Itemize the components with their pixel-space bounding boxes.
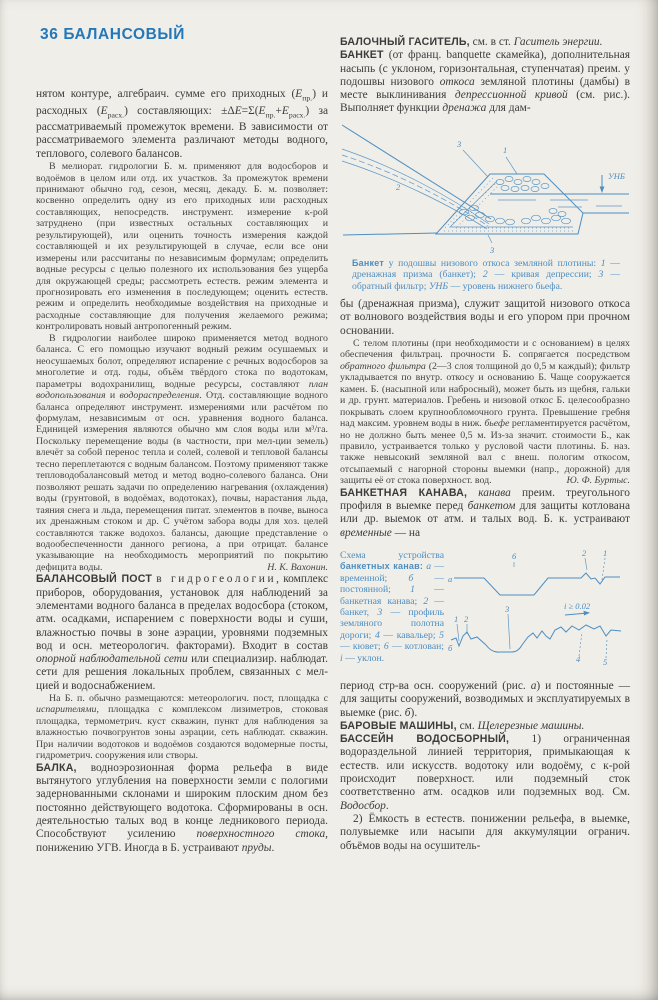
text-run: Банкет [352,257,384,268]
fig2-label-2b: 2 [464,613,469,624]
left-column [36,88,328,855]
text-run: а [426,561,432,573]
profile-b-line [451,625,621,652]
fig2-label-1b: 1 [454,613,459,624]
text-run: , площадка с комплексом лизиметров, стоковая площадка, термометрич. куст скважин, пункт для наблюдения за влажностью почвогрунтов зоны аэрации, сеть наблюдат. скважин. При наличии водотоков и водоёмов создаются водомерные посты, гидрометрич. сооружения или створы. [36,704,328,762]
text-run: б [404,706,411,719]
text-run: или специализир. наблюдат. сети для решения локальных проблем, связанных с мел-цией и водоснабжением. [36,653,328,692]
profile-a-line [454,573,620,595]
text-run: В мелиорат. гидрологии Б. м. применяют для водосборов и водоёмов в целом или отд. их участков. За промежуток времени принимают обычно год, сезон, месяц, декаду. Б. м. позволяет: косвенно определить одну из его приходных или расходных составляющих, непосредств. инструмент. измерение к-рой затруднено (при известных остальных составляющих и результирующей), или оценить точность измерения каждой составляющей и их результирующей в случае, если все они измерены или рассчитаны по независимым формулам; определить водные ресурсы с целью полезного их использования без ущерба для окружающей среды; рассмотреть естеств. режим элемента и прогнозировать его изменения в последующем; оценить естеств. режим и определить необходимые воздействия на приходные и расходные составляющие для получения желаемого режима; контролировать новый антропогенный режим. [36,161,328,333]
text-run: 5 [439,629,445,641]
fig2-caption-block [340,548,444,664]
leader-5 [606,639,607,658]
figure-banket-ditch-schemes [340,548,630,674]
text-run: — банкетная канава; [340,584,444,607]
text-run: водораспределения [119,390,200,402]
text-run: расх. [288,109,306,119]
text-run: i [340,652,343,664]
text-run: Е [100,104,108,117]
text-run: . Отд. составляющие водного баланса определяют инструмент. измерениями или расчётом по формулам, независимым от осн. уравнения водного баланса. Единицей измерения являются обычно мм слоя воды или м³/га. Поскольку перемещение воды (в частности, при мел-ции земель) влечёт за собой перенос тепла и солей, солевой и тепловой балансы тесно переплетаются с водным балансом. Поэтому применяют также тепловодобалансовый метод и метод водно-солевого баланса. Они позволяют решать задачи по определению нагревания (охлаждения) воды (грунтовой, в водоёмах, водотоках), почвы, нарастания льда, таяния снега и льда, перемещения питат. элементов в почве, выноса их дренажным стоком и др. С учётом забора воды для хоз. целей составляются также водохоз. балансы, дающие представление о водообеспеченности данного региона, а при отрицат. балансе указывающие на необходимость мероприятий по покрытию дефицита воды. [36,390,328,573]
text-run: 2) Ёмкость в естеств. понижении рельефа, в выемке, полувыемке или насыпи для аккумуляции огранич. объёмов воды на осушитель- [340,812,630,852]
text-run: С телом плотины (при необходимости и с основанием) в целях обеспечения фильтрац. прочности Б. сопрягается посредством [340,337,630,361]
text-run: — обратный фильтр; [352,269,621,292]
fig1-label-2: 2 [396,181,401,192]
right-column-top [340,36,630,116]
text-run: в гидрогеологии [156,573,277,586]
text-run: — уровень нижнего бьефа. [448,280,563,292]
text-run: обратного фильтра [340,360,426,372]
slope-arrow-head [584,611,591,616]
fig2-label-1a: 1 [603,547,608,558]
fig1-label-unb: УНБ [608,170,625,181]
text-run: — дренажная призма (банкет); [352,257,620,281]
text-run: б [408,572,414,584]
depression-curve-dashed [342,155,488,226]
entry-balochnyj-gasitel [340,36,630,49]
right-column-bottom [340,680,630,853]
text-run: пр. [302,93,313,103]
water-hatch-dashes [498,200,622,207]
fig1-label-3-top: 3 [457,138,462,149]
text-run: БАРОВЫЕ МАШИНЫ, [340,719,457,732]
entry-banketnaya-kanava [340,487,630,540]
text-run: расх. [107,109,125,119]
fig2-label-b: б [448,642,453,653]
banket-diagram [340,122,630,256]
entry-banket [340,49,630,115]
text-run: пруды [241,841,272,854]
text-run: БАЛКА, [36,761,77,774]
text-run: 2 [423,595,429,607]
banket-ditch-profiles [448,548,630,674]
text-run: Е [281,104,289,117]
running-head-keyword: БАЛАНСОВЫЙ [63,26,185,43]
text-run: — временной; [340,561,445,584]
text-run: Е [295,88,303,100]
page-number: 36 [40,26,59,43]
text-run [467,487,478,499]
text-run: бьефе [484,418,510,430]
entry-bassejn-vodosbornyj [340,733,630,813]
leader-3b [508,614,510,649]
fig1-label-1: 1 [503,144,508,155]
text-run: , комплекс приборов, оборудования, установок для наблюдений за элементами водного баланса в пределах водосбора (стоком, атм. осадками, испарением с поверхности воды и суши, влажностью почвы в зоне аэрации, уровнями подземных вод и осн. метеорологич. факторами). Входит в состав [36,573,328,652]
text-run: УНБ [428,280,449,292]
text-run: Н. К. Вахонин. [267,561,328,573]
text-run: банкетных канав: [340,561,424,572]
text-run: ) и постоянные — для защиты сооружений, возводимых и эксплуатируемых в выемке (рис. [340,679,630,719]
leader-4 [579,632,582,656]
text-run: — кавальер; [379,629,440,641]
leader-2a [585,558,587,570]
text-run: и [105,390,120,402]
leader-1a [602,558,605,580]
text-run: (см. рис.). Выполняет функции [340,89,630,115]
text-run: Водосбор [340,799,386,812]
filter-band-dots-2 [444,228,575,231]
text-run: (от франц. banquette скамейка), дополнительная насыпь (с уклоном, горизонтальная, ступенчатая) преим. у подошвы низового [340,49,630,88]
text-run: канава [478,486,511,499]
fig1-caption-block [352,258,620,292]
text-run: На Б. п. обычно размещаются: метеорологич. пост, площадка с [49,693,328,705]
fig2-label-3: 3 [505,603,510,614]
text-run: + [275,104,282,117]
text-run: Ю. Ф. Буртыс. [566,475,630,487]
entry-balka [36,762,328,855]
text-run: для защиты котлована или др. выемок от атм. и талых вод. Б. к. устраивают [340,500,631,526]
right-column-mid [340,298,630,540]
text-run: 1 [600,257,606,269]
fig2-label-6: 6 [512,550,517,561]
text-run: 4 [374,629,380,641]
text-run: 2 [482,269,488,281]
text-run: испарителями [36,704,97,716]
text-run: — кювет; [340,641,384,653]
text-run: — котлован; [388,641,444,653]
text-run: пр. [265,109,276,119]
text-run: бы (дренажная призма), служит защитой низового откоса от волнового воздействия воды и его упором при прочном основании. [340,298,630,337]
text-run: Е [258,104,266,117]
para-kanava-continuation [340,680,630,720]
text-run: 3 [377,607,383,618]
text-run: банкетом [467,500,516,513]
fig1-label-3-bottom: 3 [490,244,495,255]
text-run: 3 [598,269,604,281]
text-run: Е [234,104,242,117]
text-run: (2—3 слоя толщиной до 0,5 м каждый); фильтр укладывается по внутр. откосу и основанию Б. Чаще сооружается камен. Б. (насыпной или набросный), может быть из щебня, гальки и др. грунт. материалов. Гребень и низовой откос Б. целесообразно покрывать слоем крупнообломочного грунта. Превышение гребня над максим. уровнем воды в ниж. [340,360,631,430]
text-run: =Σ( [241,104,259,117]
text-run: БАЛАНСОВЫЙ ПОСТ [36,573,153,586]
text-run: Схема устройства [340,549,444,561]
right-column [340,36,630,853]
text-run: откоса [439,75,475,88]
text-run: 1 [410,584,416,596]
leader-1b [457,624,459,641]
para-bassejn-2 [340,813,630,853]
fig1-caption [352,258,620,292]
para-balance-method-continuation [36,88,328,161]
text-run: регламентируется расчётом, но не должно быть менее 0,5 м. Из-за значит. стоимости Б., как правило, устраивается только у русловой части плотины. Б. наз. также невысокий земляной вал с внеш. пологим откосом, отсыпаемый с нагорной стороны выемки (напр., дорожной) для защиты её от стока поверхност. вод. [340,418,631,487]
entry-barovye-mashiny [340,720,630,733]
text-run: — банкет, [340,595,444,618]
text-run: ). [410,706,418,719]
text-run: план водопользования [36,378,328,402]
fig2-label-a: а [448,573,453,584]
ground-line-left [343,233,437,235]
figure-banket-dam-cross-section [340,122,630,292]
leader-3-bottom [488,235,492,243]
entry-balansovyj-post [36,573,328,693]
text-run: В гидрологии наиболее широко применяется метод водного баланса. С его помощью изучают водный режим осушаемых и неосушаемых болот, определяют испарение с речных водосборов за многолетие и отд. годы, объём твёрдого стока по водотокам, параметры водохранилищ, водные ресурсы, составляют [36,332,328,390]
text-run: период стр-ва осн. сооружений (рис. [340,679,531,692]
leader-1 [506,157,517,174]
text-run: Гаситель энергии. [513,36,603,48]
text-run: ) и расходных ( [36,88,328,117]
text-run: преим. треугольного профиля в выемке перед [340,486,630,513]
text-run: , понижению УГВ. Иногда в Б. устраивают [36,828,328,854]
para-balance-post-equipment [36,693,328,762]
text-run: . [271,841,275,854]
para-water-balance-method [36,333,328,574]
text-run: земляной плотины (дамбы) в месте выклинивания [340,75,630,102]
text-run: 1) ограниченная водораздельной линией территория, примыкающая к естеств. или искусств. водотоку или водоёму, с к-рой происходит поверхност. или подземный сток соответственно атм. осадков или подземных вод. См. [340,733,630,799]
text-run: см. [456,719,478,732]
text-run: БАНКЕТНАЯ КАНАВА, [340,486,468,499]
fig2-label-2a: 2 [582,547,587,558]
para-banket-details [340,338,630,487]
unb-arrow-head [600,186,605,193]
text-run: нятом контуре, алгебраич. сумме его приходных ( [36,88,296,100]
text-run: 6 [383,641,389,653]
text-run: — уклон. [342,652,385,664]
text-run: опорной наблюдательной сети [36,653,188,666]
dam-slope-line [342,125,491,219]
fig2-label-slope: i ≥ 0.02 [564,600,591,611]
leader-3-top [463,150,488,177]
text-run: дренажа [442,102,487,115]
text-run: БАНКЕТ [340,49,384,62]
text-run: водноэрозионная форма рельефа в виде вытянутого углубления на поверхности земли с пологими задернованными склонами и широким плоским дном без постоянно действующего водотока. Сформированы в осн. деятельностью талых вод в конце ледникового периода. Способствуют усилению [36,761,328,841]
text-run: а [530,679,537,692]
fig2-caption [340,550,444,664]
para-banket-continuation [340,298,630,338]
text-run: БАССЕЙН ВОДОСБОРНЫЙ, [340,733,510,746]
text-run: см. в ст. [469,36,514,48]
text-run: — кривая депрессии; [487,269,599,281]
fig2-label-5: 5 [603,656,608,667]
text-run: БАЛОЧНЫЙ ГАСИТЕЛЬ, [340,36,470,48]
text-run: — постоянной; [340,572,444,596]
running-head [40,26,185,44]
text-run: . [385,799,389,812]
text-run: у подошвы низового откоса земляной плотины: [383,257,601,269]
text-run: временные [340,526,392,539]
text-run: Щелерезные машины. [477,719,585,732]
text-run: для дам- [486,102,531,115]
text-run: — на [391,526,421,539]
text-run: депрессионной кривой [454,89,568,102]
para-meliorat-hydrology [36,161,328,333]
text-run: ) за рассматриваемый промежуток времени. В зависимости от рассматриваемого элемента различают методы водного, теплового, солевого балансов. [36,104,328,160]
text-run: ) составляющих: ±Δ [124,104,235,117]
fig2-label-4: 4 [576,653,581,664]
text-run: — профиль земляного полотна дороги; [340,607,444,641]
text-run: поверхностного стока [196,828,326,841]
